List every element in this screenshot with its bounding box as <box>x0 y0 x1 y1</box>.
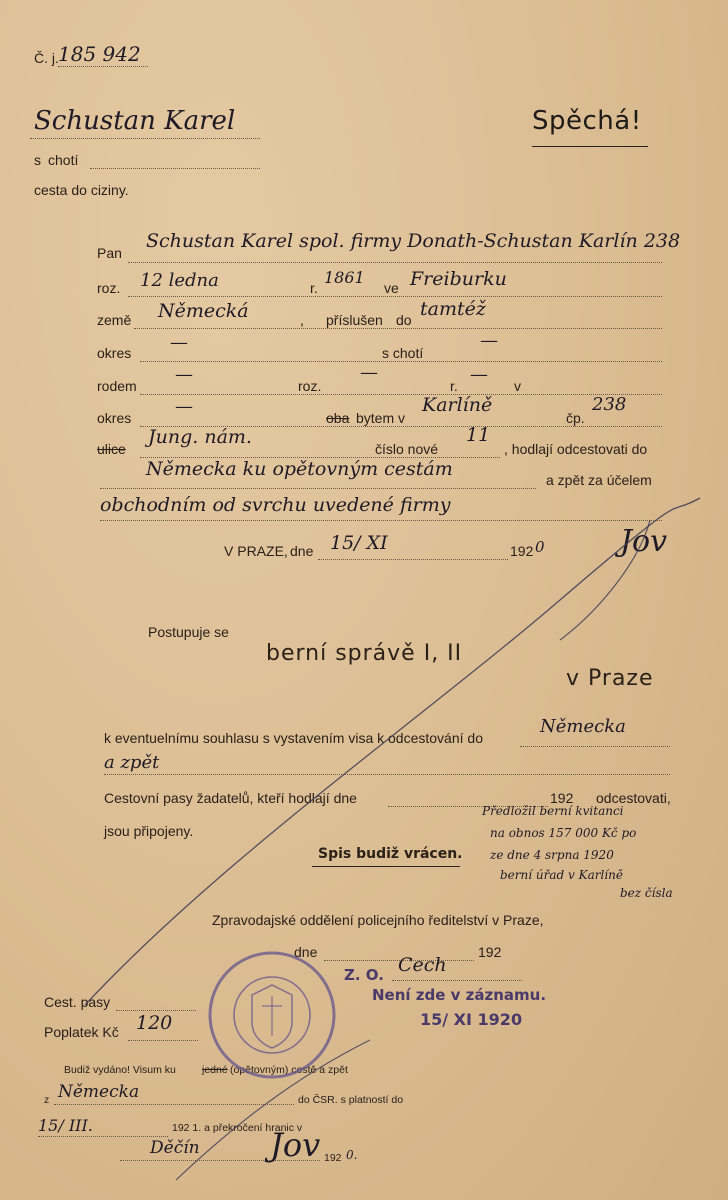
year-suffix: 0 <box>535 538 545 556</box>
praha-label: V PRAZE, <box>224 543 288 559</box>
prislus-value: tamtéž <box>420 298 486 320</box>
dne-label: dne <box>290 543 314 559</box>
cj-number: 185 942 <box>58 42 141 66</box>
office-city: v Praze <box>566 666 654 691</box>
valid-text: do ČSR. s platností do <box>298 1094 404 1106</box>
pan-value: Schustan Karel spol. firmy Donath-Schustan Karlín 238 <box>146 230 681 252</box>
poplatek-label: Poplatek Kč <box>44 1024 119 1040</box>
bytem-value: Karlíně <box>422 394 493 416</box>
z-value: Německa <box>58 1082 140 1102</box>
oba-label: oba <box>326 410 350 426</box>
place-value: Děčín <box>150 1138 200 1158</box>
poplatek-value: 120 <box>136 1012 173 1034</box>
police-year: 192 <box>478 944 502 960</box>
not-recorded-stamp: Není zde v záznamu. <box>372 986 547 1004</box>
zeme-value: Německá <box>158 300 249 322</box>
birth-year: 1861 <box>324 268 365 287</box>
handwritten-note-5: bez čísla <box>620 886 673 900</box>
bytem-label: bytem v <box>356 410 406 426</box>
roz2-value: — <box>360 362 378 383</box>
cp-label: čp. <box>566 410 585 426</box>
cest-pasy-label: Cest. pasy <box>44 994 111 1010</box>
postupuje-label: Postupuje se <box>148 624 229 640</box>
r-label: r. <box>310 280 318 296</box>
roz2-label: roz. <box>298 378 322 394</box>
travel-label: cesta do ciziny. <box>34 182 129 198</box>
handwritten-note-4: berní úřad v Karlíně <box>500 868 623 882</box>
year-prefix: 192 <box>510 543 534 559</box>
valid-until: 15/ III. <box>38 1116 93 1135</box>
police-stamp <box>210 953 334 1077</box>
cp-value: 238 <box>592 394 627 415</box>
hodlaji-text: , hodlají odcestovati do <box>504 441 648 457</box>
birth-place: Freiburku <box>410 268 507 290</box>
lower-cancel-stroke <box>176 1040 370 1180</box>
consent-destination: Německa <box>540 716 626 737</box>
handwritten-note-3: ze dne 4 srpna 1920 <box>490 848 614 862</box>
cj-label: Č. j. <box>34 50 59 66</box>
zo-signature: Cech <box>398 954 447 976</box>
okres2-label: okres <box>97 410 132 426</box>
issued-line1-a: Budiž vydáno! Visum ku <box>64 1064 176 1076</box>
zo-label: Z. O. <box>344 966 384 984</box>
azpet-text: a zpět za účelem <box>546 472 652 488</box>
z-label: z <box>44 1094 50 1106</box>
consent-text: k eventuelnímu souhlasu s vystavením visa k odcestování do <box>104 730 483 746</box>
pan-label: Pan <box>97 245 122 261</box>
comma: , <box>300 312 304 328</box>
passports-text: Cestovní pasy žadatelů, kteří hodlají dne <box>104 790 357 806</box>
ve-label: ve <box>384 280 399 296</box>
border-text: 192 1. a překročení hranic v <box>172 1122 303 1134</box>
passports-year: 192 <box>550 790 574 806</box>
s-choti-value: — <box>480 330 498 351</box>
purpose: obchodním od svrchu uvedené firmy <box>100 494 451 516</box>
zeme-label: země <box>97 312 132 328</box>
okres2-value: — <box>175 396 193 417</box>
r2-value: — <box>470 364 488 385</box>
police-dept: Zpravodajské oddělení policejního ředitelství v Praze, <box>212 912 544 928</box>
cislo-label: číslo nové <box>375 441 439 457</box>
office-name: berní správě I, II <box>266 641 463 666</box>
diagonal-cancel-stroke <box>85 498 700 1005</box>
signature-initials: Jov <box>270 1126 321 1164</box>
v-label: v <box>514 378 521 394</box>
cislo-value: 11 <box>466 424 491 446</box>
destination-line: Německa ku opětovným cestám <box>146 458 453 480</box>
urgent-label: Spěchá! <box>532 106 642 136</box>
issued-line1-b: (opětovným) cestě a zpět <box>230 1064 348 1076</box>
stamp-date: 15/ XI 1920 <box>420 1010 523 1029</box>
consent-line2: a zpět <box>104 752 160 773</box>
applicant-name-heading: Schustan Karel <box>34 106 236 136</box>
rodem-value: — <box>175 364 193 385</box>
return-note: Spis budiž vrácen. <box>318 846 463 862</box>
initials-loop-stroke <box>560 520 650 640</box>
roz-label: roz. <box>97 280 121 296</box>
okres-label: okres <box>97 345 132 361</box>
ulice-value: Jung. nám. <box>148 426 252 448</box>
attached-text: jsou připojeny. <box>104 823 194 839</box>
year-tail: 192 <box>324 1152 342 1164</box>
ulice-label: ulice <box>97 441 126 457</box>
s-choti-label: s chotí <box>382 345 424 361</box>
initials-top: Jov <box>620 524 668 559</box>
police-dne-label: dne <box>294 944 318 960</box>
prislus-label: příslušen <box>326 312 383 328</box>
do-label: do <box>396 312 412 328</box>
issued-line1-struck: jedné <box>202 1064 228 1076</box>
s-choti-word: chotí <box>48 152 79 168</box>
rodem-label: rodem <box>97 378 137 394</box>
handwritten-note-2: na obnos 157 000 Kč po <box>490 826 637 840</box>
okres-value: — <box>170 332 188 353</box>
birth-day: 12 ledna <box>140 270 219 291</box>
handwritten-note-1: Předložil berní kvitanci <box>482 804 624 818</box>
r2-label: r. <box>450 378 458 394</box>
s-label: s <box>34 152 41 168</box>
passports-tail: odcestovati, <box>596 790 671 806</box>
date-value: 15/ XI <box>330 532 388 554</box>
year-tail2: 0. <box>346 1148 358 1162</box>
